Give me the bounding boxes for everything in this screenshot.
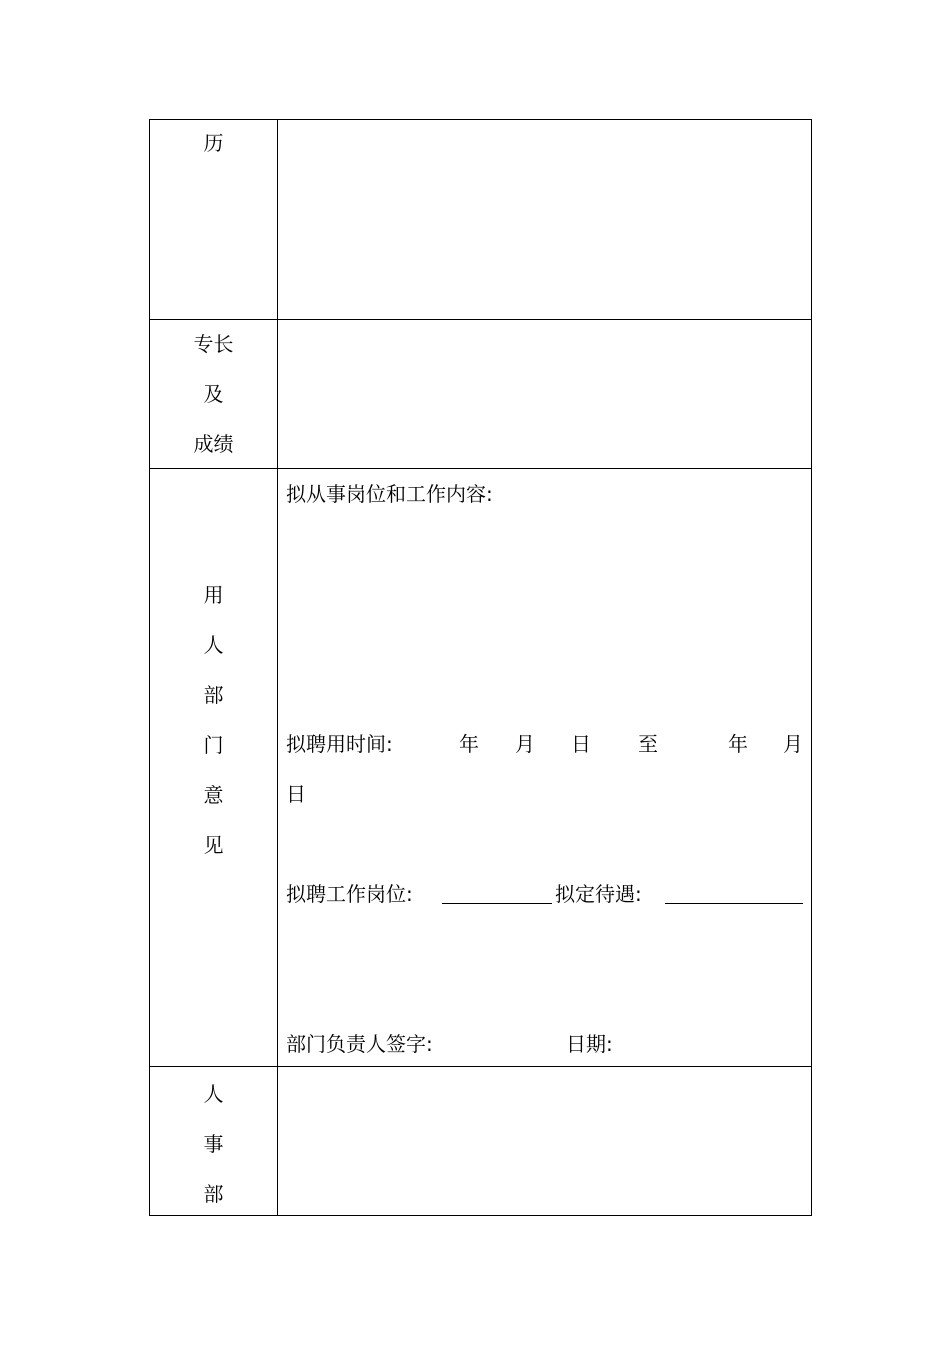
dept-opinion-label-char: 部: [203, 683, 224, 707]
row-divider-specialty: [150, 468, 811, 469]
row-divider-history: [150, 319, 811, 320]
period-day-end: 日: [286, 782, 306, 806]
position-label: 拟聘工作岗位:: [286, 882, 413, 906]
signature-label: 部门负责人签字:: [286, 1032, 433, 1056]
dept-opinion-label-char: 门: [203, 733, 224, 757]
date-label: 日期:: [566, 1032, 613, 1056]
dept-opinion-label-char: 意: [203, 783, 224, 807]
employment-period-label: 拟聘用时间:: [286, 732, 393, 756]
salary-label: 拟定待遇:: [555, 882, 642, 906]
hr-dept-label-char: 事: [203, 1132, 224, 1156]
period-to: 至: [638, 732, 658, 756]
dept-opinion-label-char: 人: [203, 633, 224, 657]
application-form-table: [149, 119, 812, 1216]
proposed-position-label: 拟从事岗位和工作内容:: [286, 482, 493, 506]
period-day-start: 日: [571, 732, 591, 756]
specialty-label-line2: 及: [203, 382, 224, 406]
specialty-label-line1: 专长: [193, 332, 234, 356]
salary-blank-line: [665, 903, 803, 904]
period-year-start: 年: [459, 732, 479, 756]
period-month-end: 月: [783, 732, 803, 756]
history-label: 历: [203, 131, 224, 155]
position-blank-line: [442, 903, 552, 904]
specialty-label-line3: 成绩: [193, 432, 234, 456]
period-month-start: 月: [515, 732, 535, 756]
dept-opinion-label-char: 用: [203, 583, 224, 607]
hr-dept-label-char: 人: [203, 1082, 224, 1106]
period-year-end: 年: [728, 732, 748, 756]
hr-dept-label-char: 部: [203, 1182, 224, 1206]
row-divider-dept-opinion: [150, 1066, 811, 1067]
column-divider: [277, 120, 278, 1215]
dept-opinion-label-char: 见: [203, 833, 224, 857]
